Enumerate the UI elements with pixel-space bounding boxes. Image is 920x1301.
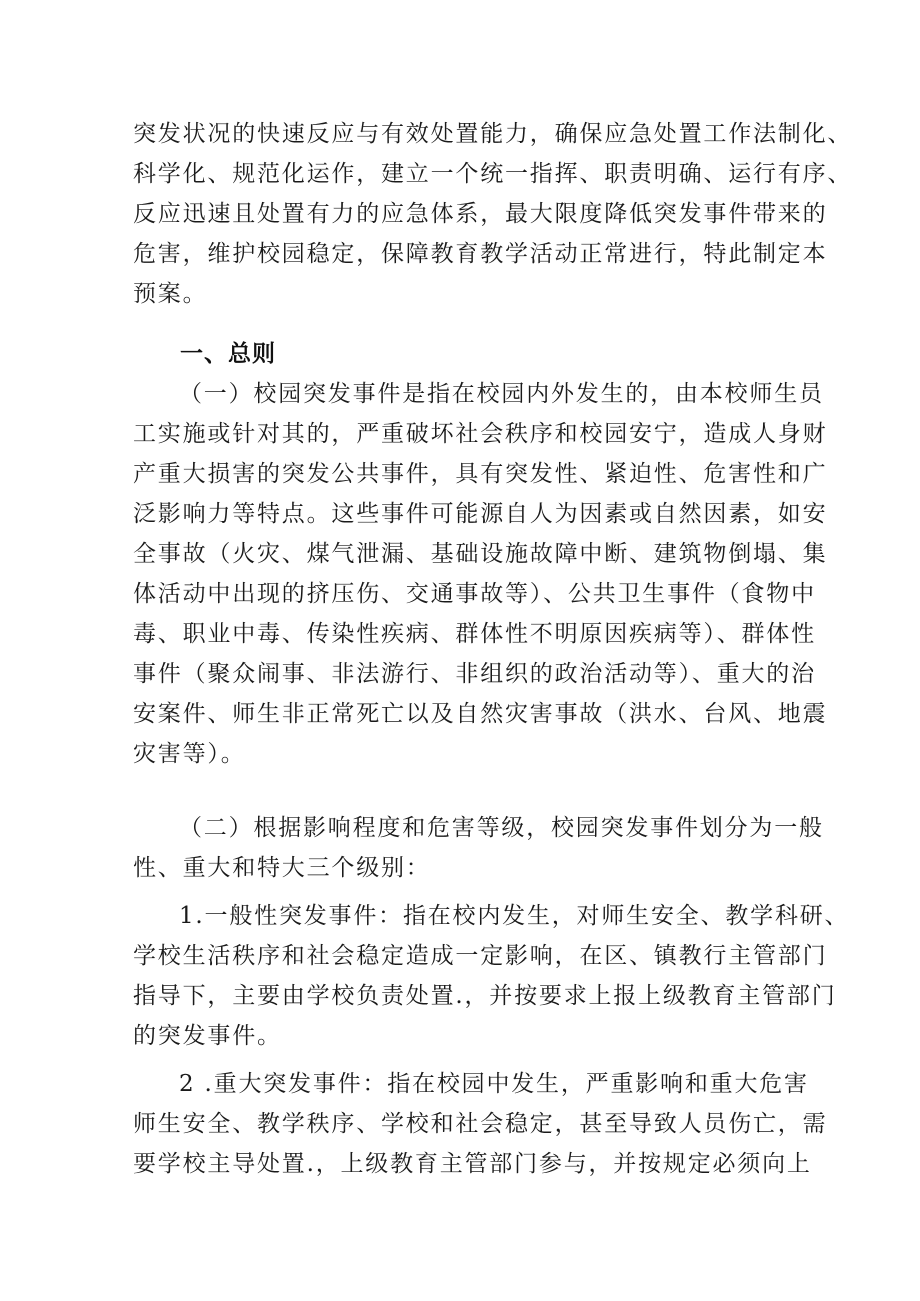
- text-line: 的突发事件。: [133, 1023, 282, 1049]
- list-item-general-event: [133, 896, 850, 1056]
- text-line: 事件（聚众闹事、非法游行、非组织的政治活动等）、重大的治: [133, 661, 816, 687]
- text-line: 学校生活秩序和社会稳定造成一定影响，在区、镇教行主管部门: [133, 943, 828, 969]
- text-line: 毒、职业中毒、传染性疾病、群体性不明原因疾病等）、群体性: [133, 621, 816, 647]
- text-line: 要学校主导处置.，上级教育主管部门参与，并按规定必须向上: [133, 1151, 812, 1177]
- intro-paragraph: [133, 114, 853, 314]
- text-line: （二）根据影响程度和危害等级，校园突发事件划分为一般: [179, 815, 824, 841]
- text-line: 预案。: [133, 281, 208, 307]
- section-heading: 一、总则: [180, 341, 276, 367]
- paragraph-general-definition: [133, 374, 828, 774]
- text-line: （一）校园突发事件是指在校园内外发生的，由本校师生员: [179, 381, 824, 407]
- paragraph-classification: [133, 808, 824, 888]
- text-line: 危害，维护校园稳定，保障教育教学活动正常进行，特此制定本: [133, 241, 828, 267]
- text-line: 反应迅速且处置有力的应急体系，最大限度降低突发事件带来的: [133, 201, 828, 227]
- text-line: 全事故（火灾、煤气泄漏、基础设施故障中断、建筑物倒塌、集: [133, 541, 828, 567]
- text-line: 1.一般性突发事件：指在校内发生，对师生安全、教学科研、: [179, 903, 850, 929]
- text-line: 灾害等）。: [133, 741, 246, 767]
- text-line: 突发状况的快速反应与有效处置能力，确保应急处置工作法制化、: [133, 121, 853, 147]
- text-line: 指导下，主要由学校负责处置.，并按要求上报上级教育主管部门: [133, 983, 837, 1009]
- text-line: 2 .重大突发事件：指在校园中发生，严重影响和重大危害: [179, 1071, 809, 1097]
- text-line: 产重大损害的突发公共事件，具有突发性、紧迫性、危害性和广: [133, 461, 828, 487]
- text-line: 体活动中出现的挤压伤、交通事故等）、公共卫生事件（食物中: [133, 581, 816, 607]
- text-line: 师生安全、教学秩序、学校和社会稳定，甚至导致人员伤亡，需: [133, 1111, 828, 1137]
- text-line: 工实施或针对其的，严重破坏社会秩序和校园安宁，造成人身财: [133, 421, 828, 447]
- text-line: 性、重大和特大三个级别：: [133, 855, 431, 881]
- text-line: 安案件、师生非正常死亡以及自然灾害事故（洪水、台风、地震: [133, 701, 828, 727]
- list-item-major-event: [133, 1064, 828, 1184]
- text-line: 科学化、规范化运作，建立一个统一指挥、职责明确、运行有序、: [133, 161, 853, 187]
- text-line: 泛影响力等特点。这些事件可能源自人为因素或自然因素，如安: [133, 501, 828, 527]
